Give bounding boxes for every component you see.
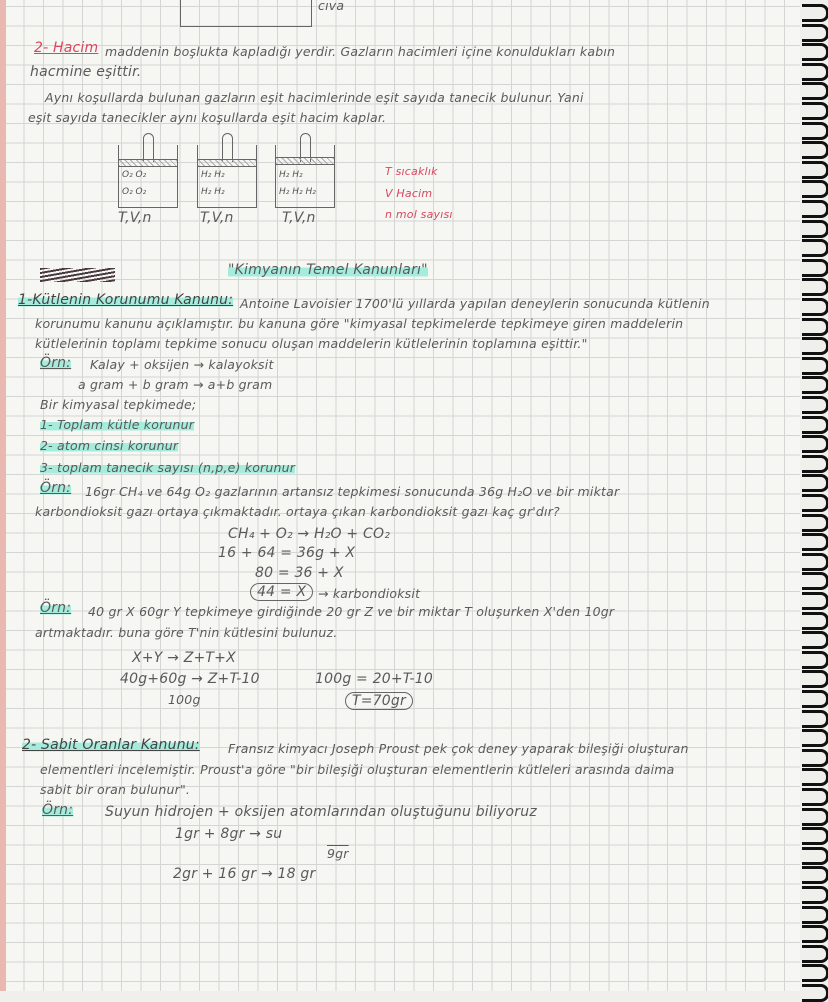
spiral-ring — [802, 651, 828, 669]
spiral-ring — [802, 592, 828, 610]
gas-particles: O₂ O₂ — [122, 187, 147, 197]
equation: 9gr — [327, 846, 349, 861]
equation: 80 = 36 + X — [255, 565, 344, 581]
spiral-ring — [802, 63, 828, 81]
text-line: elementleri incelemiştir. Proust'a göre "bir bileşiği oluşturan elementlerin kütleleri arasında daima — [40, 762, 675, 777]
volume-heading: 2- Hacim — [34, 40, 99, 56]
spiral-ring — [802, 729, 828, 747]
spiral-ring — [802, 984, 828, 1002]
spiral-ring — [802, 24, 828, 42]
main-title: "Kimyanın Temel Kanunları" — [228, 262, 428, 278]
spiral-ring — [802, 376, 828, 394]
spiral-ring — [802, 357, 828, 375]
spiral-ring — [802, 847, 828, 865]
spiral-ring — [802, 514, 828, 532]
page-edge — [0, 0, 6, 991]
spiral-ring — [802, 180, 828, 198]
spiral-ring — [802, 278, 828, 296]
mercury-label: cıva — [318, 0, 345, 13]
spiral-ring — [802, 82, 828, 100]
spiral-ring — [802, 670, 828, 688]
spiral-ring — [802, 337, 828, 355]
container-drawing — [275, 145, 335, 208]
text-line: artmaktadır. buna göre T'nin kütlesini bulunuz. — [35, 625, 338, 640]
spiral-ring — [802, 396, 828, 414]
equation: X+Y → Z+T+X — [132, 650, 236, 666]
spiral-ring — [802, 259, 828, 277]
spiral-ring — [802, 416, 828, 434]
text-line: Aynı koşullarda bulunan gazların eşit hacimlerinde eşit sayıda tanecik bulunur. Yani — [45, 90, 584, 105]
spiral-ring — [802, 161, 828, 179]
spiral-binding — [800, 0, 828, 991]
spiral-ring — [802, 886, 828, 904]
equation: 16 + 64 = 36g + X — [218, 545, 356, 561]
spiral-ring — [802, 925, 828, 943]
answer-note: → karbondioksit — [318, 586, 421, 601]
spiral-ring — [802, 788, 828, 806]
container-label: T,V,n — [118, 210, 152, 226]
spiral-ring — [802, 631, 828, 649]
text-line: 16gr CH₄ ve 64g O₂ gazlarının artansız tepkimesi sonucunda 36g H₂O ve bir miktar — [85, 484, 620, 499]
spiral-ring — [802, 220, 828, 238]
spiral-ring — [802, 749, 828, 767]
equation: 1gr + 8gr → su — [175, 826, 283, 842]
legend-item: V Hacim — [385, 187, 433, 200]
scribbled-out-text — [40, 268, 115, 282]
example-label: Örn: — [40, 355, 72, 371]
example-label: Örn: — [40, 600, 72, 616]
spiral-ring — [802, 239, 828, 257]
example-label: Örn: — [42, 802, 74, 818]
spiral-ring — [802, 200, 828, 218]
text-line: Kalay + oksijen → kalayoksit — [90, 357, 274, 372]
spiral-ring — [802, 435, 828, 453]
legend-item: T sıcaklık — [385, 165, 438, 178]
container-label: T,V,n — [282, 210, 316, 226]
spiral-ring — [802, 102, 828, 120]
spiral-ring — [802, 906, 828, 924]
text-line: Suyun hidrojen + oksijen atomlarından oluştuğunu biliyoruz — [105, 804, 537, 820]
spiral-ring — [802, 827, 828, 845]
spiral-ring — [802, 964, 828, 982]
example-label: Örn: — [40, 480, 72, 496]
spiral-ring — [802, 4, 828, 22]
gas-particles: H₂ H₂ — [201, 187, 225, 197]
equation: CH₄ + O₂ → H₂O + CO₂ — [228, 526, 391, 542]
spiral-ring — [802, 945, 828, 963]
answer-circled: 44 = X — [250, 583, 313, 601]
text-line: a gram + b gram → a+b gram — [78, 377, 273, 392]
container-label: T,V,n — [200, 210, 234, 226]
spiral-ring — [802, 690, 828, 708]
text-line: Fransız kimyacı Joseph Proust pek çok deney yaparak bileşiği oluşturan — [228, 741, 689, 756]
text-line: Antoine Lavoisier 1700'lü yıllarda yapılan deneylerin sonucunda kütlenin — [240, 296, 710, 311]
spiral-ring — [802, 474, 828, 492]
spiral-ring — [802, 141, 828, 159]
gas-particles: H₂ H₂ — [201, 170, 225, 180]
legend-item: n mol sayısı — [385, 208, 453, 221]
text-line: eşit sayıda tanecikler aynı koşullarda eşit hacim kaplar. — [28, 110, 387, 125]
container-drawing — [118, 145, 178, 208]
text-line: sabit bir oran bulunur". — [40, 782, 191, 797]
text-line: 40 gr X 60gr Y tepkimeye girdiğinde 20 gr Z ve bir miktar T oluşurken X'den 10gr — [88, 604, 615, 619]
spiral-ring — [802, 572, 828, 590]
spiral-ring — [802, 455, 828, 473]
equation: 100g — [168, 692, 201, 707]
container-drawing — [197, 145, 257, 208]
spiral-ring — [802, 710, 828, 728]
equation: 2gr + 16 gr → 18 gr — [173, 866, 316, 882]
spiral-ring — [802, 808, 828, 826]
rule-item: 3- toplam tanecik sayısı (n,p,e) korunur — [40, 460, 296, 475]
rule-item: 1- Toplam kütle korunur — [40, 417, 195, 432]
spiral-ring — [802, 533, 828, 551]
gas-particles: H₂ H₂ — [279, 170, 303, 180]
text-line: Bir kimyasal tepkimede; — [40, 397, 197, 412]
rule-item: 2- atom cinsi korunur — [40, 438, 179, 453]
spiral-ring — [802, 768, 828, 786]
gas-particles: H₂ H₂ H₂ — [279, 187, 316, 197]
text-line: hacmine eşittir. — [30, 64, 142, 80]
spiral-ring — [802, 298, 828, 316]
law1-heading: 1-Kütlenin Korunumu Kanunu: — [18, 292, 234, 308]
mercury-container-drawing — [180, 0, 312, 27]
spiral-ring — [802, 612, 828, 630]
spiral-ring — [802, 122, 828, 140]
text-line: korunumu kanunu açıklamıştır. bu kanuna göre "kimyasal tepkimelerde tepkimeye giren maddelerin — [35, 316, 684, 331]
spiral-ring — [802, 43, 828, 61]
spiral-ring — [802, 318, 828, 336]
text-line: kütlelerinin toplamı tepkime sonucu oluşan maddelerin kütlelerinin toplamına eşittir." — [35, 336, 588, 351]
law2-heading: 2- Sabit Oranlar Kanunu: — [22, 737, 200, 753]
text-line: karbondioksit gazı ortaya çıkmaktadır. ortaya çıkan karbondioksit gazı kaç gr'dır? — [35, 504, 560, 519]
spiral-ring — [802, 494, 828, 512]
equation: 100g = 20+T-10 — [315, 671, 434, 687]
text-line: maddenin boşlukta kapladığı yerdir. Gazların hacimleri içine konuldukları kabın — [105, 44, 616, 59]
equation: 40g+60g → Z+T-10 — [120, 671, 260, 687]
gas-particles: O₂ O₂ — [122, 170, 147, 180]
spiral-ring — [802, 553, 828, 571]
spiral-ring — [802, 866, 828, 884]
answer-circled: T=70gr — [345, 692, 413, 710]
